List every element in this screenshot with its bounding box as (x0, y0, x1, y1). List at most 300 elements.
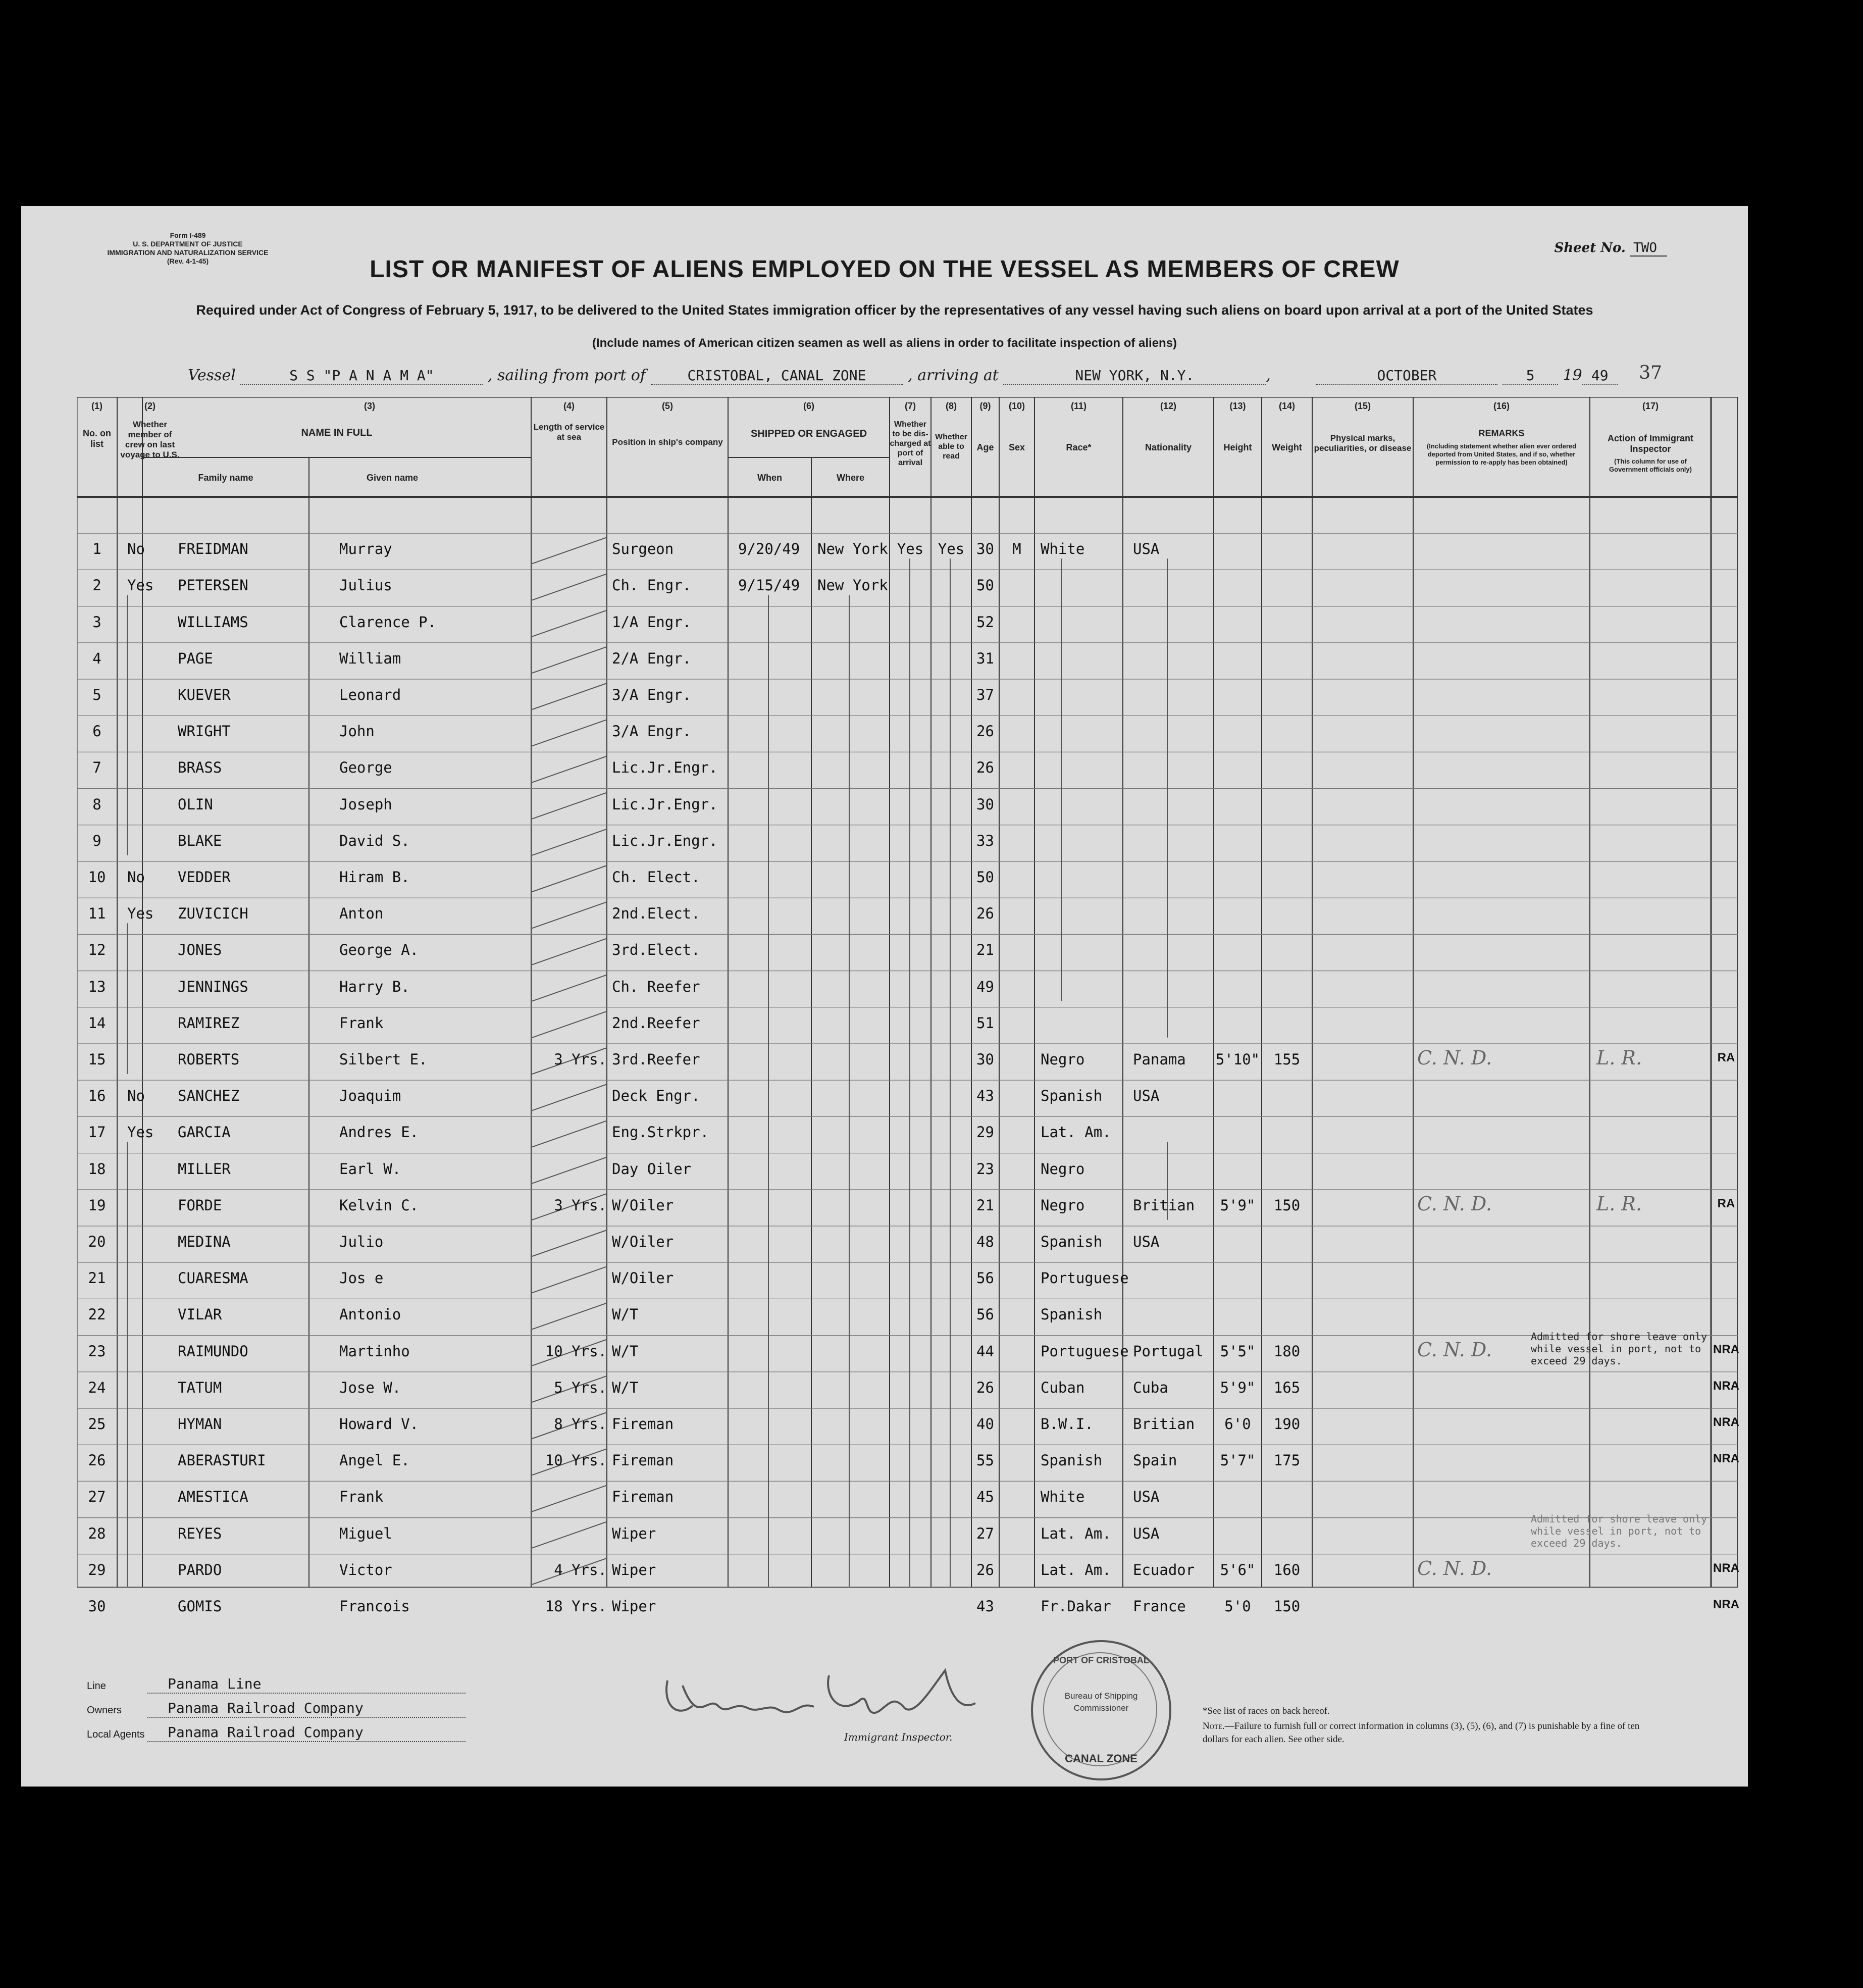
cell-when: 9/20/49 (738, 540, 800, 558)
cell-family: MEDINA (178, 1233, 231, 1250)
cell-no: 25 (88, 1415, 106, 1433)
include-note: (Include names of American citizen seamen as well as aliens in order to facilitate inspection of aliens) (592, 336, 1177, 350)
cell-age: 26 (976, 723, 994, 740)
owners-value: Panama Railroad Company (168, 1700, 364, 1716)
cell-age: 50 (976, 869, 994, 886)
cell-family: TATUM (178, 1379, 222, 1396)
cell-service: 10 Yrs. (545, 1342, 607, 1360)
cell-family: GOMIS (178, 1598, 222, 1615)
cell-no: 9 (92, 832, 101, 849)
cell-family: OLIN (178, 795, 213, 813)
cell-race: Lat. Am. (1041, 1524, 1111, 1542)
cell-age: 56 (976, 1269, 994, 1287)
cell-position: Lic.Jr.Engr. (612, 832, 718, 849)
cell-no: 26 (88, 1452, 106, 1469)
cell-age: 37 (976, 686, 994, 703)
cell-position: Wiper (612, 1598, 656, 1615)
arrival-day: 5 (1503, 367, 1558, 385)
header-n11: (11) (1070, 401, 1087, 411)
cell-given: Martinho (339, 1342, 410, 1360)
header-height: Height (1223, 442, 1252, 452)
cell-nationality: Ecuador (1133, 1561, 1195, 1578)
cell-no: 17 (88, 1124, 106, 1141)
inspector-signature (647, 1650, 1031, 1741)
cell-no: 16 (88, 1087, 106, 1105)
header-n10: (10) (1008, 401, 1025, 411)
cell-family: HYMAN (178, 1415, 222, 1433)
cell-race: Negro (1041, 1160, 1085, 1178)
header-n9: (9) (979, 401, 991, 411)
cell-given: Andres E. (339, 1124, 419, 1141)
cell-race: Spanish (1041, 1087, 1103, 1105)
cell-position: 3/A Engr. (612, 723, 692, 740)
cell-family: KUEVER (178, 686, 231, 703)
cell-member: Yes (127, 1124, 154, 1141)
cell-position: Day Oiler (612, 1160, 692, 1178)
cell-margin: NRA (1713, 1452, 1739, 1466)
cell-given: Anton (339, 905, 384, 923)
cell-position: Ch. Reefer (612, 978, 700, 995)
cell-no: 3 (92, 613, 101, 631)
arrival-year-prefix: 19 (1563, 367, 1582, 384)
cell-weight: 150 (1273, 1598, 1301, 1615)
cell-age: 45 (976, 1488, 994, 1506)
header-n7: (7) (905, 401, 916, 411)
cell-weight: 180 (1273, 1342, 1301, 1360)
header-n1: (1) (91, 401, 102, 411)
cell-position: Lic.Jr.Engr. (612, 759, 718, 777)
cell-no: 6 (92, 723, 101, 740)
cell-no: 5 (92, 686, 101, 703)
cell-given: Julio (339, 1233, 384, 1250)
header-action: Action of Immigrant Inspector (1608, 433, 1693, 454)
cell-age: 26 (976, 1561, 994, 1578)
cell-no: 21 (88, 1269, 106, 1287)
cell-service: 8 Yrs. (554, 1415, 607, 1433)
typed-note: Admitted for shore leave only while vessel in port, not to exceed 29 days. (1531, 1512, 1707, 1549)
vessel-label: Vessel (188, 367, 236, 384)
cell-position: Surgeon (612, 540, 674, 558)
cell-given: Antonio (339, 1306, 401, 1323)
cell-family: FREIDMAN (178, 540, 248, 558)
manifest-sheet (21, 206, 1748, 1787)
cell-position: Fireman (612, 1415, 674, 1433)
header-shipped: SHIPPED OR ENGAGED (750, 428, 867, 439)
handwritten-remarks: C. N. D. (1417, 1047, 1492, 1069)
header-discharged: Whether to be dis-charged at port of arrival (890, 420, 931, 467)
cell-no: 11 (88, 905, 106, 923)
header-nationality: Nationality (1145, 442, 1192, 452)
cell-age: 29 (976, 1124, 994, 1141)
cell-no: 28 (88, 1524, 106, 1542)
cell-age: 48 (976, 1233, 994, 1250)
cell-nationality: USA (1133, 1087, 1160, 1105)
cell-age: 56 (976, 1306, 994, 1323)
cell-nationality: USA (1133, 1524, 1160, 1542)
header-n16: (16) (1493, 401, 1510, 411)
cell-member: No (127, 540, 145, 558)
header-action-note: (This column for use of Government officials only) (1609, 457, 1692, 473)
cell-no: 13 (88, 978, 106, 995)
cell-no: 27 (88, 1488, 106, 1506)
cell-no: 22 (88, 1306, 106, 1323)
cell-family: JONES (178, 941, 222, 959)
cell-given: Julius (339, 577, 392, 594)
header-n15: (15) (1354, 401, 1371, 411)
cell-weight: 175 (1273, 1452, 1301, 1469)
cell-age: 40 (976, 1415, 994, 1433)
cell-service: 18 Yrs. (545, 1598, 607, 1615)
cell-family: WILLIAMS (178, 613, 248, 631)
cell-nationality: France (1133, 1598, 1186, 1615)
header-member-last-voyage: Whether member of crew on last voyage to U.S. (120, 420, 180, 460)
cell-height: 5'9" (1220, 1196, 1256, 1214)
cell-position: W/Oiler (612, 1233, 674, 1250)
cell-race: Portuguese (1041, 1342, 1129, 1360)
cell-race: Spanish (1041, 1233, 1103, 1250)
cell-no: 29 (88, 1561, 106, 1578)
cell-position: Wiper (612, 1561, 656, 1578)
cell-weight: 190 (1273, 1415, 1301, 1433)
cell-margin: RA (1717, 1196, 1735, 1210)
cell-family: ROBERTS (178, 1051, 240, 1068)
cell-family: BRASS (178, 759, 222, 777)
cell-position: Fireman (612, 1452, 674, 1469)
header-remarks: REMARKS (1478, 428, 1525, 438)
cell-family: ZUVICICH (178, 905, 248, 923)
cell-race: Cuban (1041, 1379, 1085, 1396)
cell-no: 23 (88, 1342, 106, 1360)
sheet-number-label: Sheet No. (1554, 240, 1626, 256)
cell-position: 3/A Engr. (612, 686, 692, 703)
cell-height: 6'0 (1224, 1415, 1251, 1433)
header-where: Where (836, 473, 864, 483)
cell-family: REYES (178, 1524, 222, 1542)
header-position: Position in ship's company (612, 437, 723, 447)
header-no-on-list: No. on list (83, 428, 111, 449)
cell-position: 3rd.Elect. (612, 941, 700, 959)
crew-table (77, 397, 1739, 1615)
cell-position: W/T (612, 1342, 639, 1360)
header-n6: (6) (803, 401, 814, 411)
cell-family: PARDO (178, 1561, 222, 1578)
cell-nationality: Britian (1133, 1415, 1195, 1433)
cell-race: Lat. Am. (1041, 1124, 1111, 1141)
cell-age: 44 (976, 1342, 994, 1360)
cell-age: 43 (976, 1087, 994, 1105)
cell-race: Fr.Dakar (1041, 1598, 1111, 1615)
header-n4: (4) (563, 401, 575, 411)
cell-race: White (1041, 540, 1085, 558)
cell-given: Silbert E. (339, 1051, 428, 1068)
cell-race: Spanish (1041, 1452, 1103, 1469)
cell-position: Deck Engr. (612, 1087, 700, 1105)
cell-race: White (1041, 1488, 1085, 1506)
cell-family: VEDDER (178, 869, 231, 886)
header-n13: (13) (1229, 401, 1246, 411)
cell-age: 50 (976, 577, 994, 594)
handwritten-action: L. R. (1596, 1047, 1642, 1069)
sailing-label: , sailing from port of (487, 367, 646, 384)
races-note: *See list of races on back hereof. (1203, 1706, 1330, 1716)
cell-given: Jos e (339, 1269, 384, 1287)
cell-given: Jose W. (339, 1379, 401, 1396)
cell-given: David S. (339, 832, 410, 849)
cell-family: PETERSEN (178, 577, 248, 594)
arrival-port: NEW YORK, N.Y. (1003, 367, 1266, 385)
cell-age: 26 (976, 1379, 994, 1396)
cell-given: Joaquim (339, 1087, 401, 1105)
handwritten-remarks: C. N. D. (1417, 1192, 1492, 1215)
cell-given: William (339, 649, 401, 667)
typed-note: Admitted for shore leave only while vessel in port, not to exceed 29 days. (1531, 1330, 1707, 1367)
header-n3: (3) (364, 401, 375, 411)
cell-age: 26 (976, 759, 994, 777)
cell-nationality: USA (1133, 1488, 1160, 1506)
cell-given: George A. (339, 941, 419, 959)
voyage-line: Vessel S S "P A N A M A" , sailing from port of CRISTOBAL, CANAL ZONE , arriving at NEW YORK, N.Y. , OCTOBER 5 19 49 (188, 367, 1618, 385)
cell-service: 3 Yrs. (554, 1196, 607, 1214)
cell-given: Joseph (339, 795, 392, 813)
page-subtitle: Required under Act of Congress of February 5, 1917, to be delivered to the United States immigration officer by the representatives of any vessel having such aliens on board upon arrival at a port of the United States (196, 302, 1593, 318)
cell-margin: NRA (1713, 1598, 1739, 1611)
header-name-in-full: NAME IN FULL (301, 427, 373, 438)
header-n12: (12) (1160, 401, 1176, 411)
header-n5: (5) (662, 401, 673, 411)
cell-position: Fireman (612, 1488, 674, 1506)
header-sex: Sex (1008, 442, 1025, 452)
cell-member: No (127, 869, 145, 886)
departure-port: CRISTOBAL, CANAL ZONE (651, 367, 903, 385)
cell-age: 23 (976, 1160, 994, 1178)
cell-position: Lic.Jr.Engr. (612, 795, 718, 813)
line-label: Line (87, 1680, 106, 1692)
cell-member: Yes (127, 905, 154, 923)
department-name: U. S. DEPARTMENT OF JUSTICE (133, 240, 243, 248)
cell-given: Miguel (339, 1524, 392, 1542)
sheet-number (1554, 240, 1667, 256)
handwritten-remarks: C. N. D. (1417, 1557, 1492, 1579)
cell-read: Yes (938, 540, 965, 558)
handwritten-remarks: C. N. D. (1417, 1338, 1492, 1361)
cell-age: 49 (976, 978, 994, 995)
cell-family: RAMIREZ (178, 1014, 240, 1032)
cell-given: Kelvin C. (339, 1196, 419, 1214)
cell-race: Lat. Am. (1041, 1561, 1111, 1578)
cell-family: ABERASTURI (178, 1452, 266, 1469)
cell-margin: NRA (1713, 1379, 1739, 1393)
cell-weight: 160 (1273, 1561, 1301, 1578)
arrival-year: 49 (1582, 367, 1618, 385)
header-age: Age (976, 442, 994, 452)
cell-position: W/Oiler (612, 1196, 674, 1214)
page-title: LIST OR MANIFEST OF ALIENS EMPLOYED ON THE VESSEL AS MEMBERS OF CREW (370, 256, 1400, 283)
cell-given: Francois (339, 1598, 410, 1615)
cell-nationality: Britian (1133, 1196, 1195, 1214)
cell-service: 4 Yrs. (554, 1561, 607, 1578)
cell-age: 21 (976, 941, 994, 959)
cell-given: Frank (339, 1488, 384, 1506)
cell-no: 1 (92, 540, 101, 558)
cell-margin: NRA (1713, 1342, 1739, 1356)
cell-age: 33 (976, 832, 994, 849)
header-race: Race* (1066, 442, 1092, 452)
header-able-to-read: Whether able to read (935, 433, 967, 461)
cell-no: 10 (88, 869, 106, 886)
cell-given: Victor (339, 1561, 392, 1578)
arriving-label: , arriving at (908, 367, 999, 384)
cell-family: AMESTICA (178, 1488, 248, 1506)
header-family-name: Family name (198, 473, 253, 483)
header-n8: (8) (946, 401, 957, 411)
cell-service: 5 Yrs. (554, 1379, 607, 1396)
cell-no: 24 (88, 1379, 106, 1396)
cell-race: Negro (1041, 1051, 1085, 1068)
cell-nationality: Portugal (1133, 1342, 1204, 1360)
cell-family: CUARESMA (178, 1269, 248, 1287)
cell-position: 1/A Engr. (612, 613, 692, 631)
cell-weight: 165 (1273, 1379, 1301, 1396)
cell-family: FORDE (178, 1196, 222, 1214)
cell-age: 51 (976, 1014, 994, 1032)
cell-position: Ch. Engr. (612, 577, 692, 594)
cell-no: 7 (92, 759, 101, 777)
cell-margin: RA (1717, 1051, 1735, 1064)
header-physical-marks: Physical marks, peculiarities, or disease (1314, 433, 1412, 453)
header-weight: Weight (1272, 442, 1302, 452)
cell-family: BLAKE (178, 832, 222, 849)
cell-member: No (127, 1087, 145, 1105)
cell-nationality: Panama (1133, 1051, 1186, 1068)
cell-weight: 150 (1273, 1196, 1301, 1214)
cell-service: 3 Yrs. (554, 1051, 607, 1068)
header-n2: (2) (144, 401, 156, 411)
cell-position: Ch. Elect. (612, 869, 700, 886)
cell-when: 9/15/49 (738, 577, 800, 594)
header-when: When (757, 473, 782, 483)
line-value: Panama Line (168, 1675, 262, 1692)
cell-family: RAIMUNDO (178, 1342, 248, 1360)
cell-family: MILLER (178, 1160, 231, 1178)
cell-no: 15 (88, 1051, 106, 1068)
cell-weight: 155 (1273, 1051, 1301, 1068)
cell-no: 8 (92, 795, 101, 813)
page-number: 37 (1639, 363, 1662, 383)
cell-no: 19 (88, 1196, 106, 1214)
cell-no: 4 (92, 649, 101, 667)
cell-no: 30 (88, 1598, 106, 1615)
cell-height: 5'5" (1220, 1342, 1256, 1360)
cell-race: Spanish (1041, 1306, 1103, 1323)
cell-family: JENNINGS (178, 978, 248, 995)
cell-given: Frank (339, 1014, 384, 1032)
cell-position: Eng.Strkpr. (612, 1124, 709, 1141)
cell-height: 5'6" (1220, 1561, 1256, 1578)
cell-nationality: USA (1133, 1233, 1160, 1250)
cell-age: 21 (976, 1196, 994, 1214)
shipping-commissioner-stamp: PORT OF CRISTOBAL Bureau of Shipping Commissioner CANAL ZONE (1031, 1640, 1171, 1780)
form-number: Form I-489 (170, 231, 206, 239)
cell-nationality: Cuba (1133, 1379, 1168, 1396)
cell-family: GARCIA (178, 1124, 231, 1141)
service-name: IMMIGRATION AND NATURALIZATION SERVICE (107, 248, 269, 257)
cell-member: Yes (127, 577, 154, 594)
cell-age: 30 (976, 1051, 994, 1068)
cell-family: VILAR (178, 1306, 222, 1323)
cell-family: SANCHEZ (178, 1087, 240, 1105)
header-n14: (14) (1278, 401, 1295, 411)
cell-position: W/T (612, 1379, 639, 1396)
cell-family: PAGE (178, 649, 213, 667)
handwritten-action: L. R. (1596, 1192, 1642, 1215)
cell-family: WRIGHT (178, 723, 231, 740)
cell-age: 52 (976, 613, 994, 631)
cell-position: 2/A Engr. (612, 649, 692, 667)
cell-margin: NRA (1713, 1415, 1739, 1429)
agents-value: Panama Railroad Company (168, 1724, 364, 1741)
cell-age: 55 (976, 1452, 994, 1469)
cell-given: Earl W. (339, 1160, 401, 1178)
cell-given: Hiram B. (339, 869, 410, 886)
table-grid-lines (77, 397, 1738, 1588)
cell-given: Leonard (339, 686, 401, 703)
cell-given: Howard V. (339, 1415, 419, 1433)
agents-label: Local Agents (87, 1729, 145, 1740)
cell-position: W/T (612, 1306, 639, 1323)
cell-height: 5'10" (1215, 1051, 1260, 1068)
cell-nationality: Spain (1133, 1452, 1177, 1469)
cell-position: W/Oiler (612, 1269, 674, 1287)
cell-position: 2nd.Reefer (612, 1014, 700, 1032)
cell-no: 18 (88, 1160, 106, 1178)
cell-service: 10 Yrs. (545, 1452, 607, 1469)
form-revision: (Rev. 4-1-45) (167, 257, 209, 265)
cell-position: 3rd.Reefer (612, 1051, 700, 1068)
sheet-number-value: TWO (1630, 240, 1667, 257)
cell-given: Angel E. (339, 1452, 410, 1469)
cell-where: New York (817, 540, 888, 558)
cell-discharged: Yes (897, 540, 924, 558)
arrival-month: OCTOBER (1316, 367, 1497, 385)
penalty-note: Note.—Failure to furnish full or correct information in columns (3), (5), (6), and (7) is punishable by a fine of ten dollars for each alien. See other side. (1203, 1721, 1640, 1745)
cell-height: 5'0 (1224, 1598, 1251, 1615)
cell-race: Negro (1041, 1196, 1085, 1214)
cell-height: 5'9" (1220, 1379, 1256, 1396)
cell-race: B.W.I. (1041, 1415, 1094, 1433)
cell-where: New York (817, 577, 888, 594)
cell-given: Clarence P. (339, 613, 437, 631)
cell-age: 30 (976, 540, 994, 558)
cell-given: John (339, 723, 375, 740)
owners-label: Owners (87, 1705, 122, 1716)
cell-given: Harry B. (339, 978, 410, 995)
header-n17: (17) (1642, 401, 1659, 411)
header-length-service: Length of service at sea (533, 422, 605, 442)
inspector-label: Immigrant Inspector. (844, 1731, 953, 1743)
cell-no: 2 (92, 577, 101, 594)
vessel-name: S S "P A N A M A" (240, 367, 483, 385)
cell-nationality: USA (1133, 540, 1160, 558)
cell-position: Wiper (612, 1524, 656, 1542)
cell-no: 14 (88, 1014, 106, 1032)
cell-margin: NRA (1713, 1561, 1739, 1575)
header-given-name: Given name (366, 473, 419, 483)
cell-age: 26 (976, 905, 994, 923)
cell-age: 43 (976, 1598, 994, 1615)
cell-no: 12 (88, 941, 106, 959)
cell-given: Murray (339, 540, 392, 558)
cell-age: 30 (976, 795, 994, 813)
